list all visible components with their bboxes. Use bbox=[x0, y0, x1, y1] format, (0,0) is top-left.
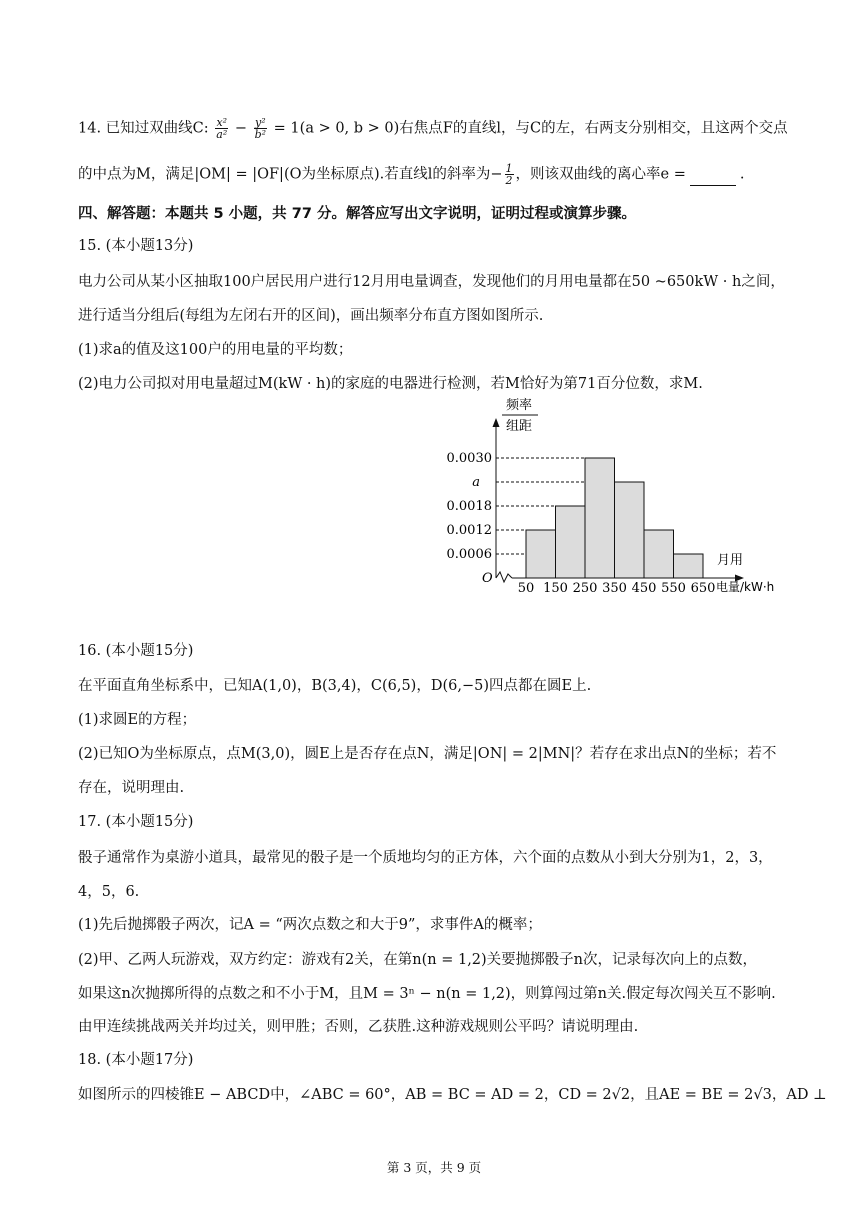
q17-part-2-cont-2: 由甲连续挑战两关并均过关，则甲胜；否则，乙获胜.这种游戏规则公平吗？请说明理由. bbox=[78, 1019, 639, 1035]
y-tick-label-a: a bbox=[472, 475, 480, 490]
q15-paragraph-1: 电力公司从某小区抽取100户居民用户进行12月用电量调查，发现他们的月用电量都在50 ~650kW · h之间， bbox=[78, 274, 785, 290]
q16-part-1: (1)求圆E的方程； bbox=[78, 712, 197, 728]
q16-header: 16. (本小题15分) bbox=[78, 643, 194, 659]
x-tick-label-350: 350 bbox=[602, 581, 627, 596]
q15-part-1: (1)求a的值及这100户的用电量的平均数； bbox=[78, 342, 353, 358]
x-tick-label-50: 50 bbox=[517, 581, 535, 596]
axis-break bbox=[496, 572, 512, 582]
histogram-bar-150-250 bbox=[556, 506, 586, 578]
q17-part-1: (1)先后抛掷骰子两次，记A = “两次点数之和大于9”，求事件A的概率； bbox=[78, 917, 542, 933]
answer-blank bbox=[690, 171, 736, 186]
fraction-x2-a2: $\frac{\text{x²}}{\text{a²}}$ bbox=[216, 116, 228, 141]
x-axis-label-bottom: 电量/kW·h bbox=[716, 580, 775, 594]
y-tick-label-0.0012: 0.0012 bbox=[446, 523, 492, 538]
fraction-one-half: $\frac{1}{2}$ bbox=[505, 162, 513, 187]
section-4-heading: 四、解答题：本题共 5 小题，共 77 分。解答应写出文字说明，证明过程或演算步骤。 bbox=[78, 206, 636, 222]
x-tick-label-150: 150 bbox=[543, 581, 568, 596]
q15-paragraph-2: 进行适当分组后(每组为左闭右开的区间)，画出频率分布直方图如图所示. bbox=[78, 308, 544, 324]
fraction-y2-b2: $\frac{\text{y²}}{\text{b²}}$ bbox=[254, 116, 267, 141]
y-axis-label-top: 频率 bbox=[506, 398, 533, 413]
histogram-bar-50-150 bbox=[526, 530, 556, 578]
y-axis-label-bottom: 组距 bbox=[506, 419, 533, 434]
q16-part-2: (2)已知O为坐标原点，点M(3,0)，圆E上是否存在点N，满足|ON| = 2|MN|？若存在求出点N的坐标；若不 bbox=[78, 746, 777, 762]
q17-part-2-cont-1: 如果这n次抛掷所得的点数之和不小于M，且M = 3ⁿ − n(n = 1,2)，则算闯过第n关.假定每次闯关互不影响. bbox=[78, 986, 776, 1002]
x-tick-label-450: 450 bbox=[631, 581, 657, 596]
q18-header: 18. (本小题17分) bbox=[78, 1052, 194, 1068]
histogram-bar-250-350 bbox=[585, 458, 615, 578]
q14-line-1: 14. 已知过双曲线C: $\frac{\text{x²}}{\text{a²}}$ − $\frac{\text{y²}}{\text{b²}}$ = 1(a > 0, b > 0)右焦点F的直线l，与C的左，右两支分别相交，且这两个交点 bbox=[78, 116, 788, 141]
q17-part-2: (2)甲、乙两人玩游戏，双方约定：游戏有2关，在第n(n = 1,2)关要抛掷骰子n次，记录每次向上的点数， bbox=[78, 952, 758, 968]
page-number-footer: 第 3 页，共 9 页 bbox=[386, 1160, 482, 1175]
y-axis-arrow bbox=[493, 418, 500, 427]
q14-line-1-end: = 1(a > 0, b > 0)右焦点F的直线l，与C的左，右两支分别相交，且这两个交点 bbox=[269, 120, 788, 137]
q17-paragraph-1: 骰子通常作为桌游小道具，最常见的骰子是一个质地均匀的正方体，六个面的点数从小到大分别为1，2，3， bbox=[78, 850, 773, 866]
frequency-histogram bbox=[440, 392, 800, 604]
x-axis-label-top: 月用 bbox=[717, 553, 744, 568]
y-tick-label-0.0030: 0.0030 bbox=[446, 451, 492, 466]
q17-paragraph-2: 4，5，6. bbox=[78, 884, 140, 900]
q14-line-2: 的中点为M，满足|OM| = |OF|(O为坐标原点).若直线l的斜率为− $\frac{1}{2}$ ，则该双曲线的离心率e = . bbox=[78, 162, 745, 187]
y-tick-label-0.0006: 0.0006 bbox=[446, 547, 492, 562]
q18-paragraph-1: 如图所示的四棱锥E − ABCD中，∠ABC = 60°，AB = BC = AD = 2，CD = 2√2，且AE = BE = 2√3，AD ⊥ bbox=[78, 1087, 827, 1103]
histogram-bar-450-550 bbox=[644, 530, 674, 578]
q16-paragraph-1: 在平面直角坐标系中，已知A(1,0)，B(3,4)，C(6,5)，D(6,−5)四点都在圆E上. bbox=[78, 678, 592, 694]
origin-label: O bbox=[482, 571, 493, 586]
q14-line-1-start: 14. 已知过双曲线C: bbox=[78, 120, 214, 137]
histogram-bar-350-450 bbox=[615, 482, 645, 578]
histogram-bar-550-650 bbox=[674, 554, 704, 578]
x-tick-label-550: 550 bbox=[661, 581, 686, 596]
q17-header: 17. (本小题15分) bbox=[78, 814, 194, 830]
x-tick-label-650: 650 bbox=[690, 581, 716, 596]
x-tick-label-250: 250 bbox=[572, 581, 598, 596]
q15-header: 15. (本小题13分) bbox=[78, 238, 194, 254]
q16-part-2-cont: 存在，说明理由. bbox=[78, 780, 185, 796]
y-tick-label-0.0018: 0.0018 bbox=[446, 499, 492, 514]
q15-part-2: (2)电力公司拟对用电量超过M(kW · h)的家庭的电器进行检测，若M恰好为第71百分位数，求M. bbox=[78, 376, 703, 392]
